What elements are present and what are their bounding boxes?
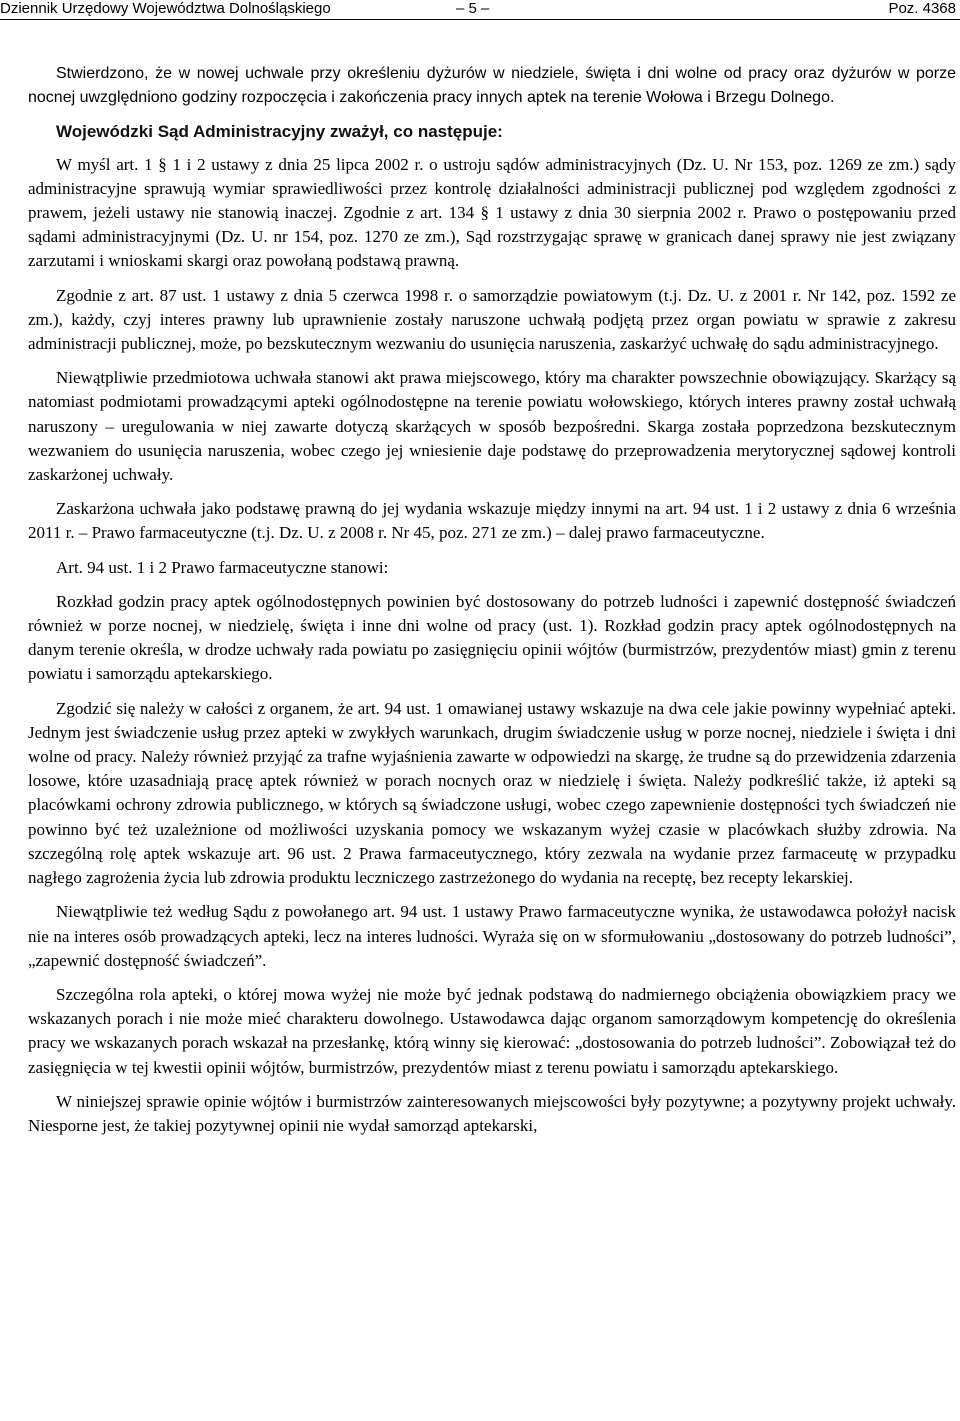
paragraph: W myśl art. 1 § 1 i 2 ustawy z dnia 25 lipca 2002 r. o ustroju sądów administracyjnych (Dz. U. Nr 153, poz. 1269 ze zm.) sądy administracyjne sprawują wymiar sprawiedliwości przez kontrolę działalności administracji publicznej pod względem zgodności z prawem, jeżeli ustawy nie stanowią inaczej. Zgodnie z art. 134 § 1 ustawy z dnia 30 sierpnia 2002 r. Prawo o postępowaniu przed sądami administracyjnymi (Dz. U. nr 154, poz. 1270 ze zm.), Sąd rozstrzygając sprawę w granicach danej sprawy nie jest związany zarzutami i wnioskami skargi oraz powołaną podstawą prawną. bbox=[28, 154, 956, 271]
paragraph: Niewątpliwie przedmiotowa uchwała stanowi akt prawa miejscowego, który ma charakter powszechnie obowiązujący. Skarżący są natomiast podmiotami prowadzącymi apteki ogólnodostępne na terenie powiatu wołowskiego, których interes prawny został uchwałą naruszony – uregulowania w niej zawarte dotyczą skarżących w sposób bezpośredni. Skarga została poprzedzona bezskutecznym wezwaniem do usunięcia naruszenia, wobec czego jej wniesienie daje podstawę do przeprowadzenia merytorycznej sądowej kontroli zaskarżonej uchwały. bbox=[28, 368, 956, 485]
paragraph: Art. 94 ust. 1 i 2 Prawo farmaceutyczne stanowi: bbox=[56, 557, 389, 577]
paragraph: Zgodnie z art. 87 ust. 1 ustawy z dnia 5 czerwca 1998 r. o samorządzie powiatowym (t.j. Dz. U. z 2001 r. Nr 142, poz. 1592 ze zm.), każdy, czyj interes prawny lub uprawnienie zostały naruszone uchwałą podjętą przez organ powiatu w sprawie z zakresu administracji publicznej, może, po bezskutecznym wezwaniu do usunięcia naruszenia, zaskarżyć uchwałę do sądu administracyjnego. bbox=[28, 285, 956, 354]
header-divider bbox=[0, 19, 960, 20]
paragraph: Szczególna rola apteki, o której mowa wyżej nie może być jednak podstawą do nadmiernego obciążenia obowiązkiem pracy we wskazanych porach i nie może mieć charakteru dowolnego. Ustawodawca dając organom samorządowym kompetencję do określenia pracy we wskazanych porach wskazał na przesłankę, którą winny się kierować: „dostosowania do potrzeb ludności”. Zobowiązał też do zasięgnięcia w tej kwestii opinii wójtów, burmistrzów, prezydentów miast z terenu powiatu i samorządu aptekarskiego. bbox=[28, 984, 956, 1077]
paragraph: Niewątpliwie też według Sądu z powołanego art. 94 ust. 1 ustawy Prawo farmaceutyczne wynika, że ustawodawca położył nacisk nie na interes osób prowadzących apteki, lecz na interes ludności. Wyraża się on w sformułowaniu „dostosowany do potrzeb ludności”, „zapewnić dostępność świadczeń”. bbox=[28, 902, 956, 970]
paragraph: W niniejszej sprawie opinie wójtów i burmistrzów zainteresowanych miejscowości były pozytywne; a pozytywny projekt uchwały. Niesporne jest, że takiej pozytywnej opinii nie wydał samorząd aptekarski, bbox=[28, 1091, 956, 1135]
paragraph: Zaskarżona uchwała jako podstawę prawną do jej wydania wskazuje między innymi na art. 94 ust. 1 i 2 ustawy z dnia 6 września 2011 r. – Prawo farmaceutyczne (t.j. Dz. U. z 2008 r. Nr 45, poz. 271 ze zm.) – dalej prawo farmaceutyczne. bbox=[28, 499, 956, 543]
section-heading: Wojewódzki Sąd Administracyjny zważył, co następuje: bbox=[56, 122, 503, 142]
position-number: Poz. 4368 bbox=[888, 0, 956, 17]
paragraph: Stwierdzono, że w nowej uchwale przy określeniu dyżurów w niedziele, święta i dni wolne od pracy oraz dyżurów w porze nocnej uwzględniono godziny rozpoczęcia i zakończenia pracy innych aptek na terenie Wołowa i Brzegu Dolnego. bbox=[28, 65, 956, 107]
journal-title: Dziennik Urzędowy Województwa Dolnośląskiego bbox=[0, 0, 331, 17]
paragraph: Zgodzić się należy w całości z organem, że art. 94 ust. 1 omawianej ustawy wskazuje na dwa cele jakie powinny wypełniać apteki. Jednym jest świadczenie usług przez apteki w zwykłych warunkach, drugim świadczenie usług w porze nocnej, niedziele i święta i dni wolne od pracy. Należy również przyjąć za trafne wyjaśnienia zawarte w odpowiedzi na skargę, że trudne są do przewidzenia zdarzenia losowe, które uzasadniają pracę aptek również w porach nocnych oraz w niedzielę i święta. Należy podkreślić także, iż apteki są placówkami ochrony zdrowia publicznego, w których są świadczone usługi, wobec czego zapewnienie dostępności tych świadczeń nie powinno być też uzależnione od możliwości uzyskania pomocy we wskazanym wyżej czasie w placówkach służby zdrowia. Na szczególną rolę aptek wskazuje art. 96 ust. 2 Prawa farmaceutycznego, który zezwala na wydanie przez farmaceutę w przypadku nagłego zagrożenia życia lub zdrowia produktu leczniczego zastrzeżonego do wydania na receptę, bez recepty lekarskiej. bbox=[28, 698, 956, 888]
quoted-paragraph: Rozkład godzin pracy aptek ogólnodostępnych powinien być dostosowany do potrzeb ludności i zapewnić dostępność świadczeń również w porze nocnej, w niedzielę, święta i inne dni wolne od pracy (ust. 1). Rozkład godzin pracy aptek ogólnodostępnych na danym terenie określa, w drodze uchwały rada powiatu po zasięgnięciu opinii wójtów (burmistrzów, prezydentów miast) gmin z terenu powiatu i samorządu aptekarskiego. bbox=[28, 591, 956, 684]
page-number: – 5 – bbox=[456, 0, 490, 17]
page-header bbox=[0, 0, 960, 18]
document-body bbox=[28, 62, 956, 1148]
